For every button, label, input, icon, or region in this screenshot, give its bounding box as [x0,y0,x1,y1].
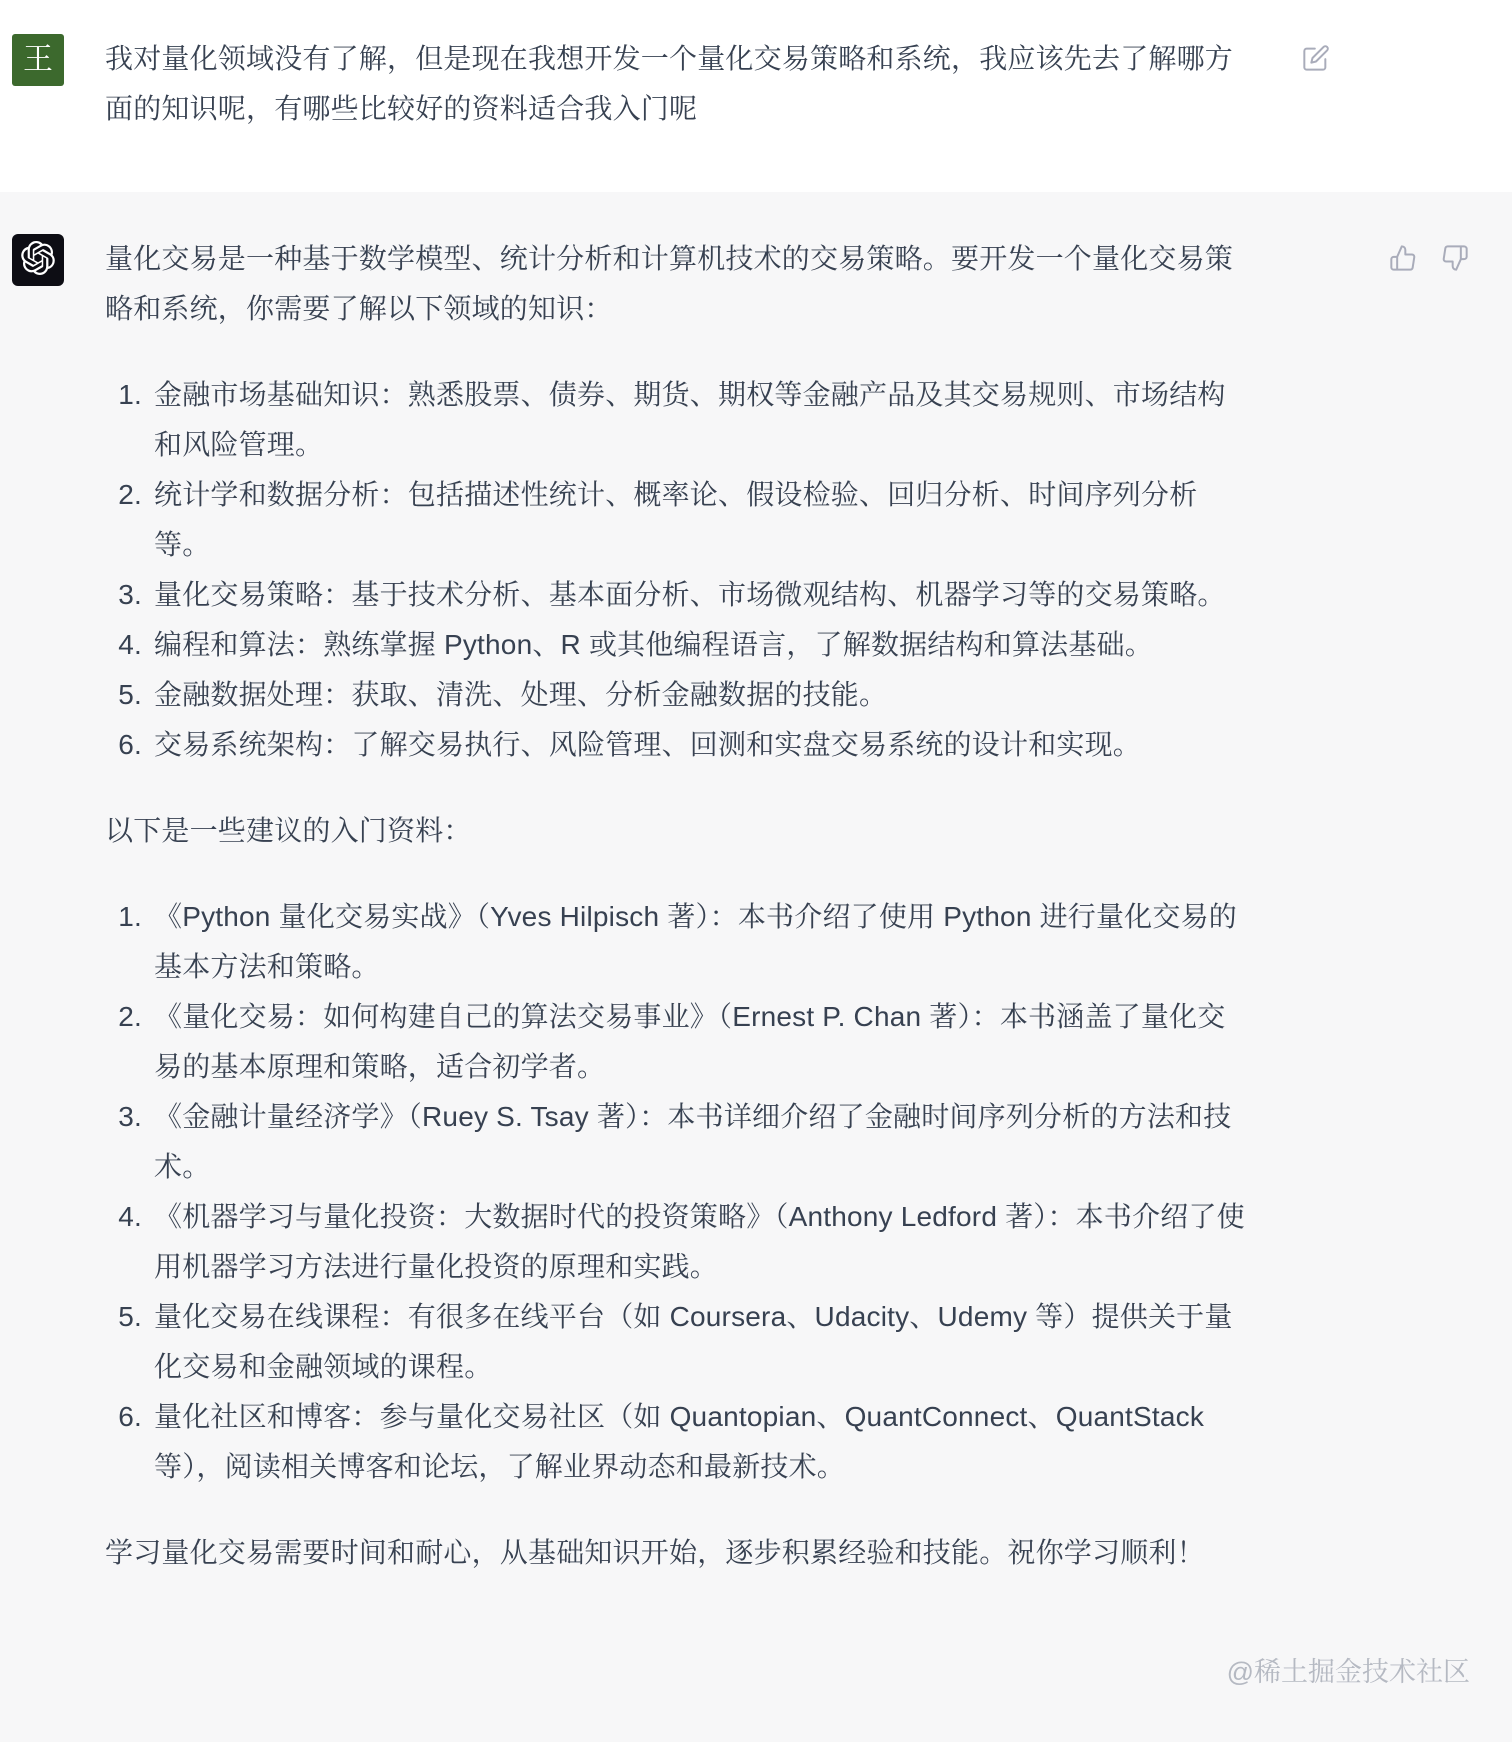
assistant-message [0,192,1512,1742]
user-message-text: 我对量化领域没有了解，但是现在我想开发一个量化交易策略和系统，我应该先去了解哪方面的知识呢，有哪些比较好的资料适合我入门呢 [105,43,1234,124]
thumbs-up-icon [1389,244,1417,275]
list-item: 2. 统计学和数据分析：包括描述性统计、概率论、假设检验、回归分析、时间序列分析等。 [150,470,1253,570]
openai-logo-icon [21,241,55,280]
knowledge-list [105,370,1253,770]
resources-list [105,892,1253,1492]
list-item: 3. 量化交易策略：基于技术分析、基本面分析、市场微观结构、机器学习等的交易策略。 [150,570,1253,620]
user-avatar: 王 [12,34,64,86]
list-item: 4. 编程和算法：熟练掌握 Python、R 或其他编程语言，了解数据结构和算法基础。 [150,620,1253,670]
user-message-actions [1301,44,1331,74]
list-item: 1. 《Python 量化交易实战》（Yves Hilpisch 著）：本书介绍了使用 Python 进行量化交易的基本方法和策略。 [150,892,1253,992]
thumbs-up-button[interactable] [1388,244,1418,274]
watermark: @稀土掘金技术社区 [1226,1657,1470,1687]
chatgpt-avatar [12,234,64,286]
assistant-intro-paragraph: 量化交易是一种基于数学模型、统计分析和计算机技术的交易策略。要开发一个量化交易策略和系统，你需要了解以下领域的知识： [105,243,1234,324]
list-item: 5. 金融数据处理：获取、清洗、处理、分析金融数据的技能。 [150,670,1253,720]
list-item: 6. 量化社区和博客：参与量化交易社区（如 Quantopian、QuantConnect、QuantStack 等），阅读相关博客和论坛，了解业界动态和最新技术。 [150,1392,1253,1492]
closing-paragraph: 学习量化交易需要时间和耐心，从基础知识开始，逐步积累经验和技能。祝你学习顺利！ [105,1537,1205,1568]
user-message [0,0,1512,192]
edit-pencil-icon [1302,44,1330,75]
assistant-message-content [105,234,1253,1578]
user-message-content [105,34,1253,134]
list-item: 5. 量化交易在线课程：有很多在线平台（如 Coursera、Udacity、Udemy 等）提供关于量化交易和金融领域的课程。 [150,1292,1253,1392]
list-item: 3. 《金融计量经济学》（Ruey S. Tsay 著）：本书详细介绍了金融时间序列分析的方法和技术。 [150,1092,1253,1192]
list-item: 4. 《机器学习与量化投资：大数据时代的投资策略》（Anthony Ledford 著）：本书介绍了使用机器学习方法进行量化投资的原理和实践。 [150,1192,1253,1292]
list-item: 2. 《量化交易：如何构建自己的算法交易事业》（Ernest P. Chan 著）：本书涵盖了量化交易的基本原理和策略，适合初学者。 [150,992,1253,1092]
thumbs-down-button[interactable] [1440,244,1470,274]
thumbs-down-icon [1441,244,1469,275]
list-item: 1. 金融市场基础知识：熟悉股票、债券、期货、期权等金融产品及其交易规则、市场结构和风险管理。 [150,370,1253,470]
assistant-message-actions [1388,244,1470,274]
edit-message-button[interactable] [1301,44,1331,74]
resources-intro-paragraph: 以下是一些建议的入门资料： [105,815,472,846]
list-item: 6. 交易系统架构：了解交易执行、风险管理、回测和实盘交易系统的设计和实现。 [150,720,1253,770]
